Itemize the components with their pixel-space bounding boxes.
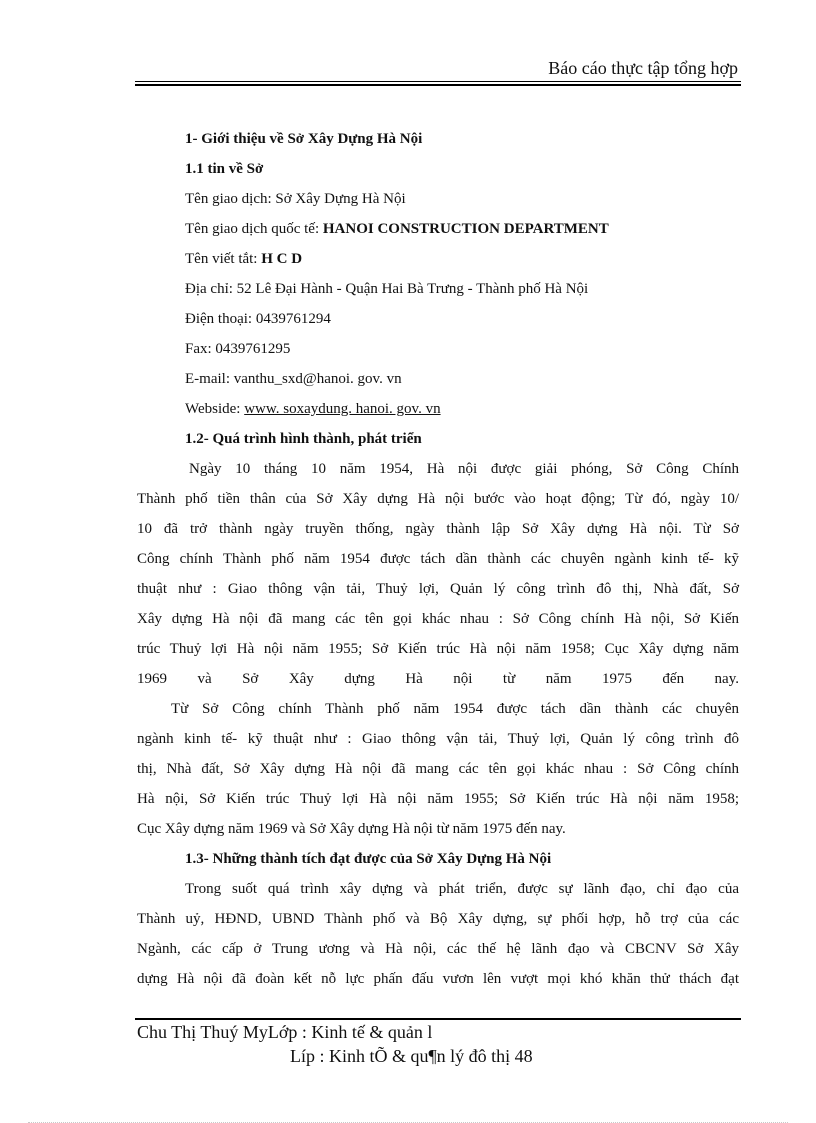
header-divider <box>135 81 741 82</box>
website-link[interactable]: www. soxaydung. hanoi. gov. vn <box>244 401 441 417</box>
paragraph-line: Thành phố tiền thân của Sở Xây dựng Hà nội bước vào hoạt động; Từ đó, ngày 10/ <box>137 491 739 507</box>
section-heading: 1.3- Những thành tích đạt được của Sở Xây Dựng Hà Nội <box>185 851 552 867</box>
paragraph-line: 10 đã trở thành ngày truyền thống, ngày thành lập Sở Xây dựng Hà nội. Từ Sở <box>137 521 739 537</box>
paragraph-line: ngành kinh tế- kỹ thuật như : Giao thông vận tải, Thuỷ lợi, Quản lý công trình đô <box>137 731 739 747</box>
paragraph-line: Cục Xây dựng năm 1969 và Sở Xây dựng Hà nội từ năm 1975 đến nay. <box>137 821 566 837</box>
fax: Fax: 0439761295 <box>185 341 291 357</box>
intl-name <box>185 221 609 238</box>
phone: Điện thoại: 0439761294 <box>185 311 331 327</box>
trade-name: Tên giao dịch: Sở Xây Dựng Hà Nội <box>185 191 406 207</box>
section-heading: 1.2- Quá trình hình thành, phát triển <box>185 431 422 447</box>
paragraph-line: Hà nội, Sở Kiến trúc Thuỷ lợi Hà nội năm 1955; Sở Kiến trúc Hà nội năm 1958; <box>137 791 739 807</box>
paragraph-line: 1969 và Sở Xây dựng Hà nội từ năm 1975 đến nay. <box>137 671 739 687</box>
paragraph-line: Thành uỷ, HĐND, UBND Thành phố và Bộ Xây dựng, sự phối hợp, hỗ trợ của các <box>137 911 739 927</box>
paragraph-line: trúc Thuỷ lợi Hà nội năm 1955; Sở Kiến trúc Hà nội năm 1958; Cục Xây dựng năm <box>137 641 739 657</box>
paragraph-line: thuật như : Giao thông vận tải, Thuỷ lợi, Quản lý công trình đô thị, Nhà đất, Sở <box>137 581 739 597</box>
paragraph-line: Công chính Thành phố năm 1954 được tách dần thành các chuyên ngành kinh tế- kỹ <box>137 551 739 567</box>
intl-name-value: HANOI CONSTRUCTION DEPARTMENT <box>322 221 609 237</box>
paragraph-line: thị, Nhà đất, Sở Xây dựng Hà nội đã mang các tên gọi khác nhau : Sở Công chính <box>137 761 739 777</box>
paragraph-line: Ngày 10 tháng 10 năm 1954, Hà nội được giải phóng, Sở Công Chính <box>189 461 739 477</box>
header-divider-thick <box>135 84 741 86</box>
website <box>185 401 441 418</box>
email: E-mail: vanthu_sxd@hanoi. gov. vn <box>185 371 402 387</box>
paragraph-line: Từ Sở Công chính Thành phố năm 1954 được tách dần thành các chuyên <box>171 701 739 717</box>
abbr-value: H C D <box>261 251 303 267</box>
abbr-label: Tên viết tắt: <box>185 251 262 267</box>
sub-heading: 1.1 tin về Sở <box>185 161 264 177</box>
paragraph-line: Trong suốt quá trình xây dựng và phát triển, được sự lãnh đạo, chỉ đạo của <box>185 881 739 897</box>
website-label: Webside: <box>185 401 245 417</box>
footer-class: Líp : Kinh tÕ & qu¶n lý đô thị 48 <box>290 1046 533 1066</box>
footer-author: Chu Thị Thuý MyLớp : Kinh tế & quản l <box>137 1022 433 1042</box>
report-title: Báo cáo thực tập tổng hợp <box>548 58 738 78</box>
paragraph-line: dựng Hà nội đã đoàn kết nỗ lực phấn đấu vươn lên vượt mọi khó khăn thử thách đạt <box>137 971 739 987</box>
paragraph-line: Xây dựng Hà nội đã mang các tên gọi khác nhau : Sở Công chính Hà nội, Sở Kiến <box>137 611 739 627</box>
footer-divider <box>135 1018 741 1020</box>
abbreviation <box>185 251 302 268</box>
section-heading: 1- Giới thiệu về Sở Xây Dựng Hà Nội <box>185 131 423 147</box>
intl-name-label: Tên giao dịch quốc tế: <box>185 221 323 237</box>
address: Địa chỉ: 52 Lê Đại Hành - Quận Hai Bà Trưng - Thành phố Hà Nội <box>185 281 589 297</box>
paragraph-line: Ngành, các cấp ở Trung ương và Hà nội, các thế hệ lãnh đạo và CBCNV Sở Xây <box>137 941 739 957</box>
